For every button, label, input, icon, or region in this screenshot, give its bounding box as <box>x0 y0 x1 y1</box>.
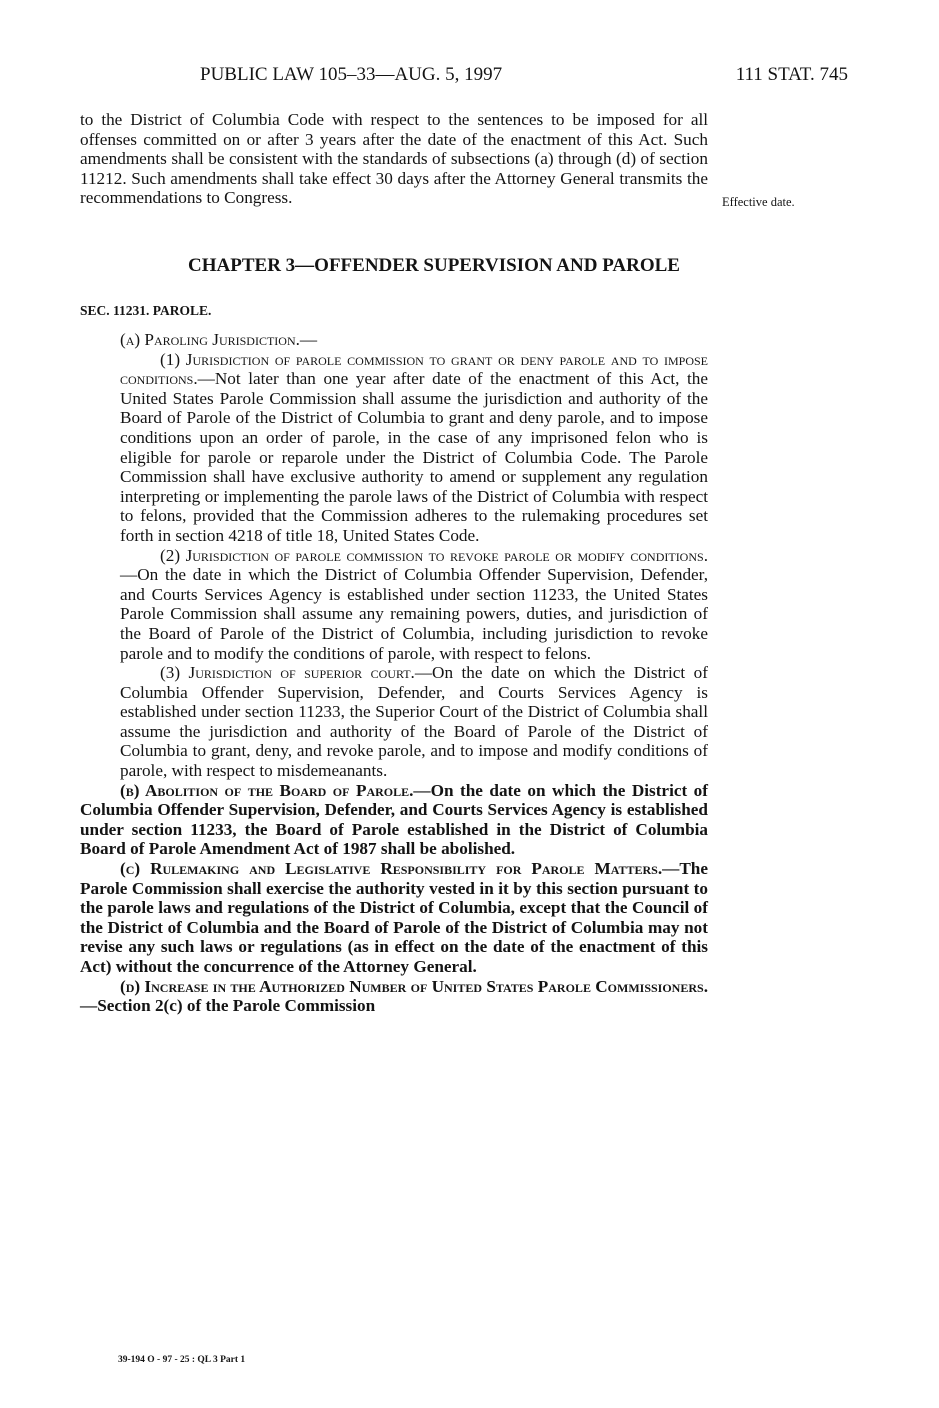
subsection-b-heading: (b) Abolition of the Board of Parole.— <box>120 780 431 800</box>
gpo-print-code: 39-194 O - 97 - 25 : QL 3 Part 1 <box>118 1355 246 1365</box>
paragraph-a1-text: Not later than one year after date of the enactment of this Act, the United States Parole Commission shall assume the jurisdiction and authority of the Board of Parole of the District of Columbia to grant and deny parole, and to impose conditions upon an order of parole, in the case of any imprisoned felon who is eligible for parole or reparole under the District of Columbia Code. The Parole Commission shall have exclusive authority to amend or supplement any regulation interpreting or implementing the parole laws of the District of Columbia with respect to felons, provided that the Commission adheres to the rulemaking procedures set forth in section 4218 of title 18, United States Code. <box>120 369 708 545</box>
paragraph-a1-heading: (1) Jurisdiction of parole commission to grant or deny parole and to impose conditions.— <box>120 349 708 389</box>
subsection-c-heading: (c) Rulemaking and Legislative Responsibility for Parole Matters.— <box>120 859 680 879</box>
paragraph-a2 <box>80 546 708 664</box>
paragraph-a3-text: On the date on which the District of Columbia Offender Supervision, Defender, and Courts Services Agency is established under section 11233, the Superior Court of the District of Columbia shall assume the jurisdiction and authority of the Board of Parole of the District of Columbia to grant, deny, and revoke parole, and to impose and modify conditions of parole, with respect to misdemeanants. <box>120 663 708 781</box>
running-header <box>80 62 848 88</box>
section-body <box>80 330 708 1016</box>
continuation-paragraph <box>80 110 708 208</box>
paragraph-a2-text: On the date in which the District of Columbia Offender Supervision, Defender, and Courts Services Agency is established under section 11233, the United States Parole Commission shall assume any remaining powers, duties, and jurisdiction of the Board of Parole of the District of Columbia, including jurisdiction to revoke parole and to modify the conditions of parole, with respect to felons. <box>120 565 708 663</box>
subsection-b-text: On the date on which the District of Columbia Offender Supervision, Defender, and Courts Services Agency is established under section 11233, the Board of Parole established in the District of Columbia Board of Parole Amendment Act of 1987 shall be abolished. <box>80 780 708 859</box>
subsection-d-heading: (d) Increase in the Authorized Number of United States Parole Commissioners.— <box>80 976 708 1016</box>
paragraph-a2-heading: (2) Jurisdiction of parole commission to revoke parole or modify conditions.— <box>120 545 708 585</box>
chapter-heading: CHAPTER 3—OFFENDER SUPERVISION AND PAROLE <box>188 255 680 276</box>
subsection-c <box>80 859 708 977</box>
paragraph-a3 <box>80 663 708 781</box>
section-heading: SEC. 11231. PAROLE. <box>80 303 212 318</box>
subsection-d <box>80 977 708 1016</box>
paragraph-a1 <box>80 350 708 546</box>
subsection-a-heading: (a) Paroling Jurisdiction.— <box>120 330 318 349</box>
paragraph-a3-heading: (3) Jurisdiction of superior court.— <box>160 663 433 683</box>
statute-page-number: 111 STAT. 745 <box>735 64 848 85</box>
subsection-d-text: Section 2(c) of the Parole Commission <box>97 996 376 1016</box>
header-title: PUBLIC LAW 105–33—AUG. 5, 1997 <box>200 64 503 85</box>
continuation-text: to the District of Columbia Code with respect to the sentences to be imposed for all offenses committed on or after 3 years after the date of the enactment of this Act. Such amendments shall be consistent with the standards of subsections (a) through (d) of section 11212. Such amendments shall take effect 30 days after the Attorney General transmits the recommendations to Congress. <box>80 110 708 208</box>
subsection-c-text: The Parole Commission shall exercise the authority vested in it by this section pursuant to the parole laws and regulations of the District of Columbia, except that the Council of the District of Columbia and the Board of Parole of the District of Columbia may not revise any such laws or regulations (as in effect on the date of the enactment of this Act) without the concurrence of the Attorney General. <box>80 859 708 976</box>
subsection-b <box>80 781 708 859</box>
margin-note-effective-date: Effective date. <box>722 195 795 209</box>
